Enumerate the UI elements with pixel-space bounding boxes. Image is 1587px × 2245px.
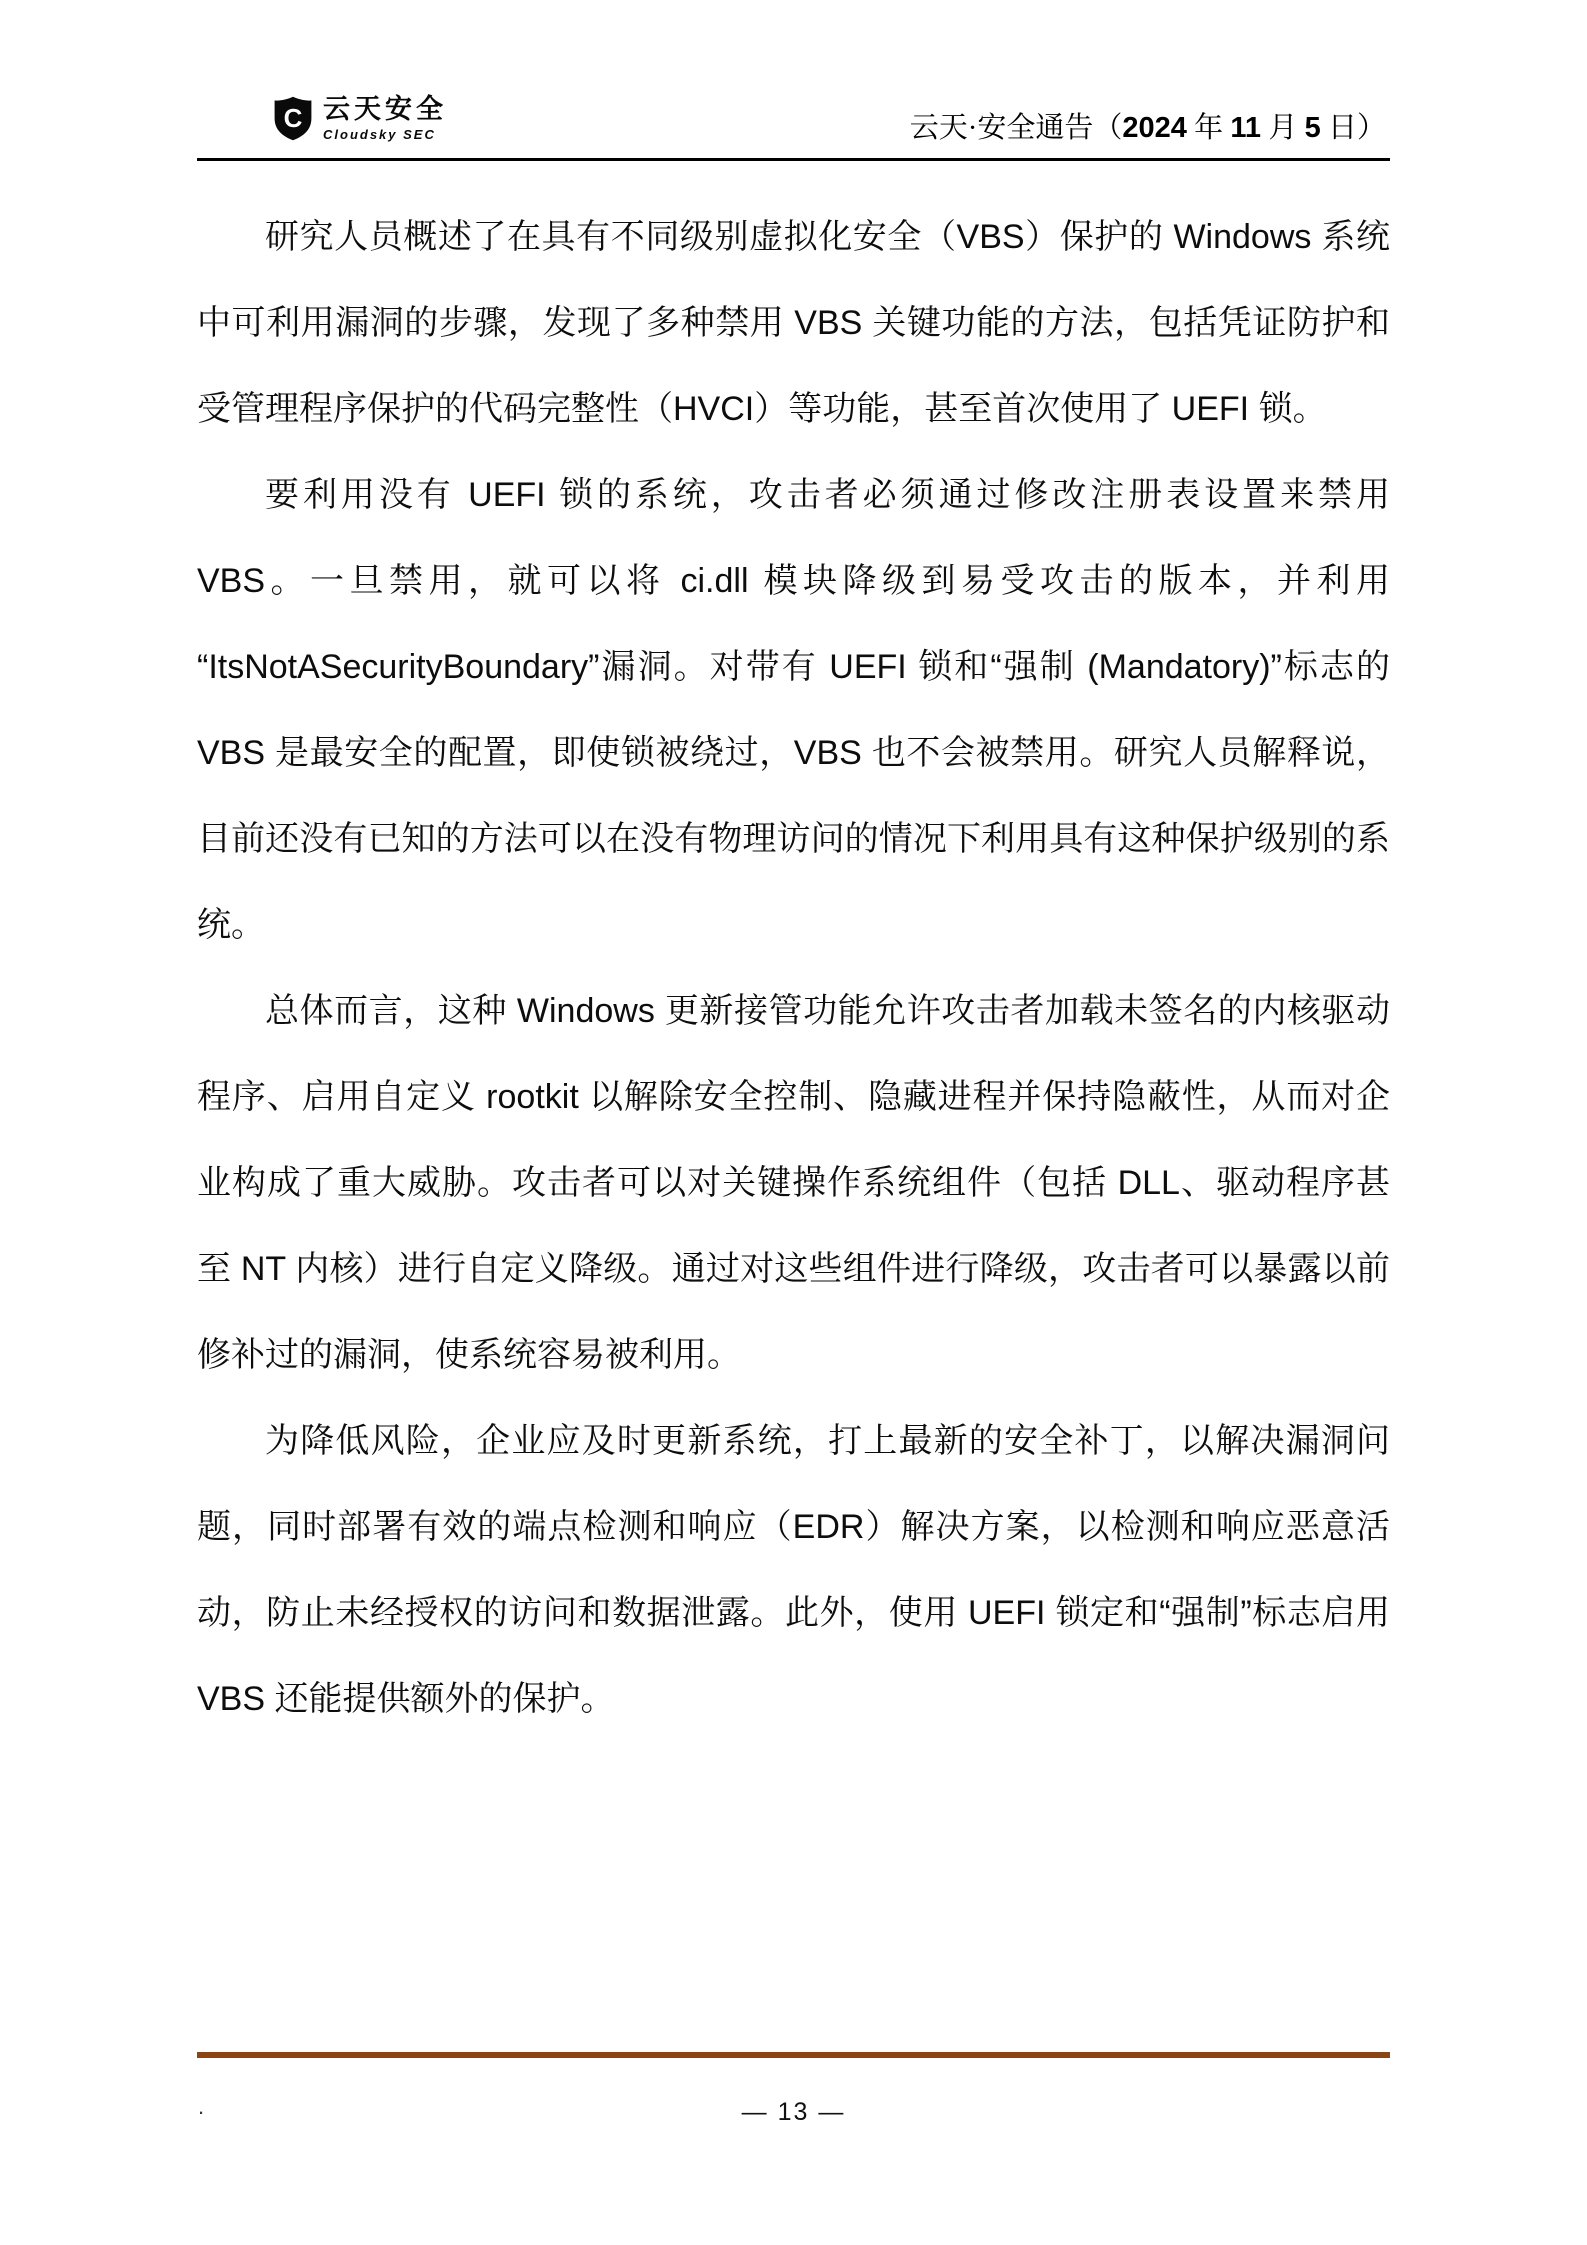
title-segment-day: 5 bbox=[1304, 112, 1321, 144]
title-segment: 日） bbox=[1320, 112, 1386, 144]
footer-rule bbox=[197, 2052, 1390, 2058]
paragraph-3: 总体而言，这种 Windows 更新接管功能允许攻击者加载未签名的内核驱动程序、启用自定义 rootkit 以解除安全控制、隐藏进程并保持隐蔽性，从而对企业构成了重大威胁。攻击者可以对关键操作系统组件（包括 DLL、驱动程序甚至 NT 内核）进行自定义降级。通过对这些组件进行降级，攻击者可以暴露以前修补过的漏洞，使系统容易被利用。 bbox=[197, 992, 1390, 1374]
footer-left-dot: . bbox=[198, 2094, 205, 2119]
logo-name-cn: 云天安全 bbox=[323, 94, 447, 124]
title-segment-month: 11 bbox=[1230, 112, 1262, 144]
page-header bbox=[197, 0, 1390, 161]
title-segment: 云天·安全通告（ bbox=[909, 112, 1123, 144]
title-segment: 年 bbox=[1186, 112, 1231, 144]
logo bbox=[273, 96, 447, 142]
document-body bbox=[197, 194, 1390, 1742]
svg-text:C: C bbox=[283, 103, 303, 133]
logo-name-en: Cloudsky SEC bbox=[323, 127, 436, 142]
logo-text bbox=[323, 96, 447, 142]
bulletin-header-title bbox=[910, 105, 1386, 146]
title-segment-year: 2024 bbox=[1122, 112, 1187, 144]
paragraph-4: 为降低风险，企业应及时更新系统，打上最新的安全补丁，以解决漏洞问题，同时部署有效的端点检测和响应（EDR）解决方案，以检测和响应恶意活动，防止未经授权的访问和数据泄露。此外，使用 UEFI 锁定和“强制”标志启用 VBS 还能提供额外的保护。 bbox=[197, 1422, 1390, 1718]
paragraph-1: 研究人员概述了在具有不同级别虚拟化安全（VBS）保护的 Windows 系统中可利用漏洞的步骤，发现了多种禁用 VBS 关键功能的方法，包括凭证防护和受管理程序保护的代码完整性（HVCI）等功能，甚至首次使用了 UEFI 锁。 bbox=[197, 218, 1390, 428]
title-segment: 月 bbox=[1261, 112, 1305, 144]
page-number: — 13 — bbox=[741, 2098, 846, 2126]
shield-c-icon bbox=[273, 96, 313, 141]
paragraph-2: 要利用没有 UEFI 锁的系统，攻击者必须通过修改注册表设置来禁用 VBS。一旦禁用，就可以将 ci.dll 模块降级到易受攻击的版本，并利用“ItsNotASecurityBoundary”漏洞。对带有 UEFI 锁和“强制 (Mandatory)”标志的 VBS 是最安全的配置，即使锁被绕过，VBS 也不会被禁用。研究人员解释说，目前还没有已知的方法可以在没有物理访问的情况下利用具有这种保护级别的系统。 bbox=[197, 476, 1390, 944]
